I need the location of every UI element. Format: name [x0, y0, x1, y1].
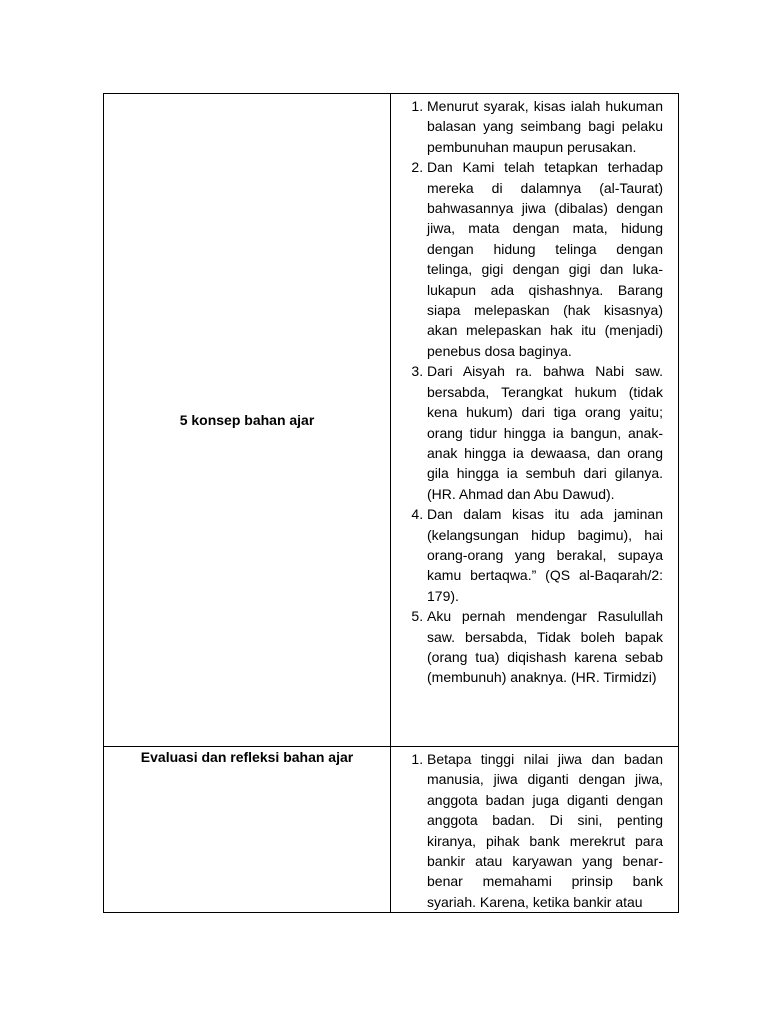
- evaluasi-list: [391, 749, 663, 912]
- konsep-list: [391, 96, 663, 688]
- row-content-cell: [391, 747, 678, 912]
- list-item: 3. Dari Aisyah ra. bahwa Nabi saw. bersabda, Terangkat hukum (tidak kena hukum) dari tiga orang yaitu; orang tidur hingga ia bangun, anak-anak hingga ia dewaasa, dan orang gila hingga ia sembuh dari gilanya. (HR. Ahmad dan Abu Dawud).: [427, 361, 663, 504]
- content-table: [103, 93, 679, 913]
- row-label: Evaluasi dan refleksi bahan ajar: [140, 749, 354, 765]
- list-item: 1. Betapa tinggi nilai jiwa dan badan manusia, jiwa diganti dengan jiwa, anggota badan juga diganti dengan anggota badan. Di sini, penting kiranya, pihak bank merekrut para bankir atau karyawan yang benar-benar memahami prinsip bank syariah. Karena, ketika bankir atau: [427, 749, 663, 912]
- row-label-cell: [104, 94, 391, 746]
- row-content-cell: [391, 94, 678, 746]
- list-item: 5. Aku pernah mendengar Rasulullah saw. bersabda, Tidak boleh bapak (orang tua) diqishash karena sebab (membunuh) anaknya. (HR. Tirmidzi): [427, 606, 663, 688]
- row-label: 5 konsep bahan ajar: [179, 412, 315, 428]
- row-label-cell: [104, 747, 391, 912]
- list-item: 1. Menurut syarak, kisas ialah hukuman balasan yang seimbang bagi pelaku pembunuhan maupun perusakan.: [427, 96, 663, 157]
- list-item: 2. Dan Kami telah tetapkan terhadap mereka di dalamnya (al-Taurat) bahwasannya jiwa (dibalas) dengan jiwa, mata dengan mata, hidung dengan hidung telinga dengan telinga, gigi dengan gigi dan luka-lukapun ada qishashnya. Barang siapa melepaskan (hak kisasnya) akan melepaskan hak itu (menjadi) penebus dosa baginya.: [427, 157, 663, 361]
- table-row-konsep: [104, 94, 678, 746]
- list-item: 4. Dan dalam kisas itu ada jaminan (kelangsungan hidup bagimu), hai orang-orang yang berakal, supaya kamu bertaqwa.” (QS al-Baqarah/2: 179).: [427, 504, 663, 606]
- table-row-evaluasi: [104, 746, 678, 912]
